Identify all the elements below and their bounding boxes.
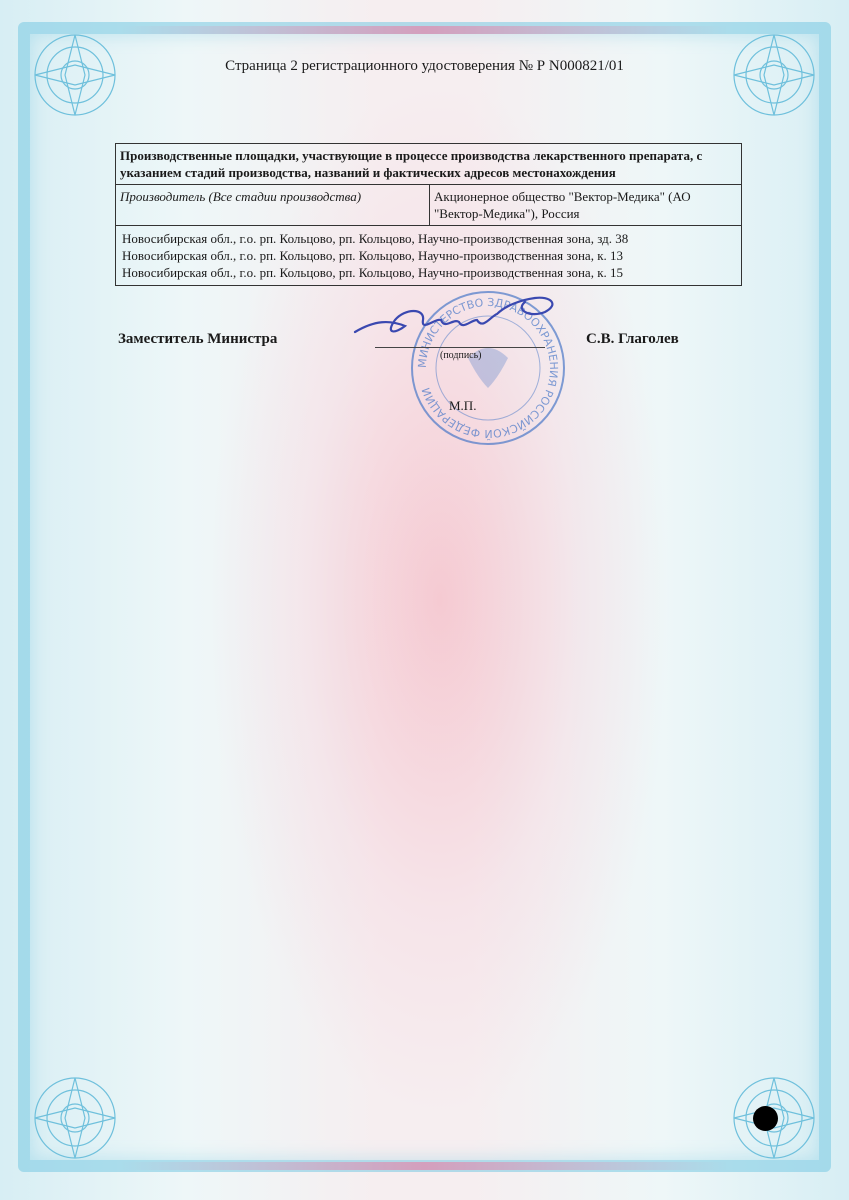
signature-caption: (подпись) xyxy=(440,350,482,361)
address-line: Новосибирская обл., г.о. рп. Кольцово, рп. Кольцово, Научно-производственная зона, к. 13 xyxy=(122,248,624,263)
corner-rosette-icon xyxy=(25,25,125,125)
table-heading: Производственные площадки, участвующие в процессе производства лекарственного препарата, с указанием стадий производства, названий и фактических адресов местонахождения xyxy=(116,144,742,185)
black-dot-mark xyxy=(753,1106,778,1131)
corner-rosette-icon xyxy=(724,25,824,125)
table-row xyxy=(116,185,742,226)
frame-ornament-bottom xyxy=(120,1162,729,1170)
corner-rosette-icon xyxy=(25,1068,125,1168)
svg-text:МИНИСТЕРСТВО ЗДРАВООХРАНЕНИЯ Р: МИНИСТЕРСТВО ЗДРАВООХРАНЕНИЯ РОССИЙСКОЙ ФЕДЕРАЦИИ xyxy=(415,295,561,441)
manufacturer-name: Акционерное общество "Вектор-Медика" (АО "Вектор-Медика"), Россия xyxy=(430,185,742,226)
production-sites-table xyxy=(115,143,742,286)
addresses-cell xyxy=(116,226,742,286)
seal-label: М.П. xyxy=(449,398,477,413)
handwritten-signature xyxy=(345,290,585,350)
table-row xyxy=(116,226,742,286)
signatory-name: С.В. Глаголев xyxy=(586,331,679,347)
signatory-position: Заместитель Министра xyxy=(118,331,278,347)
frame-ornament-top xyxy=(120,26,729,34)
address-line: Новосибирская обл., г.о. рп. Кольцово, рп. Кольцово, Научно-производственная зона, зд. 38 xyxy=(122,231,629,246)
signature-line xyxy=(375,347,545,348)
table-row xyxy=(116,144,742,185)
address-line: Новосибирская обл., г.о. рп. Кольцово, рп. Кольцово, Научно-производственная зона, к. 15 xyxy=(122,265,624,280)
manufacturer-role: Производитель (Все стадии производства) xyxy=(116,185,430,226)
page-title: Страница 2 регистрационного удостоверения № Р N000821/01 xyxy=(225,58,624,74)
